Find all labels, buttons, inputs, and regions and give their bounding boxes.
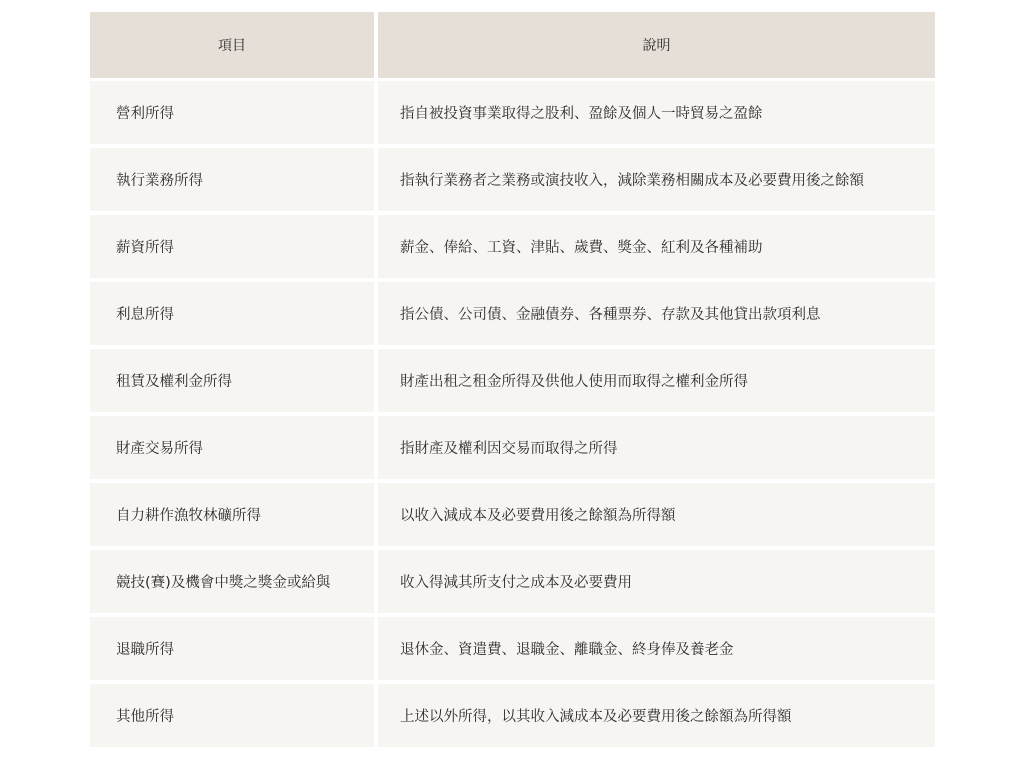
row-item-cell: 競技(賽)及機會中獎之獎金或給與	[90, 550, 378, 617]
table-row	[90, 148, 935, 215]
row-description-cell: 以收入減成本及必要費用後之餘額為所得額	[378, 483, 935, 550]
row-description-cell: 退休金、資遣費、退職金、離職金、終身俸及養老金	[378, 617, 935, 684]
row-item-cell: 退職所得	[90, 617, 378, 684]
table-row	[90, 617, 935, 684]
row-item-cell: 利息所得	[90, 282, 378, 349]
row-description-cell: 指執行業務者之業務或演技收入，減除業務相關成本及必要費用後之餘額	[378, 148, 935, 215]
table-row	[90, 282, 935, 349]
income-table-container	[90, 12, 935, 751]
table-row	[90, 550, 935, 617]
row-description-cell: 薪金、俸給、工資、津貼、歲費、獎金、紅利及各種補助	[378, 215, 935, 282]
row-item-cell: 其他所得	[90, 684, 378, 751]
row-item-cell: 營利所得	[90, 81, 378, 148]
row-item-cell: 執行業務所得	[90, 148, 378, 215]
table-row	[90, 483, 935, 550]
row-description-cell: 上述以外所得，以其收入減成本及必要費用後之餘額為所得額	[378, 684, 935, 751]
table-row	[90, 215, 935, 282]
row-item-cell: 財產交易所得	[90, 416, 378, 483]
row-item-cell: 薪資所得	[90, 215, 378, 282]
table-row	[90, 416, 935, 483]
income-types-table	[90, 12, 935, 751]
column-header-description: 說明	[378, 12, 935, 81]
row-description-cell: 指自被投資事業取得之股利、盈餘及個人一時貿易之盈餘	[378, 81, 935, 148]
row-item-cell: 租賃及權利金所得	[90, 349, 378, 416]
row-item-cell: 自力耕作漁牧林礦所得	[90, 483, 378, 550]
column-header-item: 項目	[90, 12, 378, 81]
row-description-cell: 指公債、公司債、金融債券、各種票券、存款及其他貸出款項利息	[378, 282, 935, 349]
table-row	[90, 81, 935, 148]
table-header-row	[90, 12, 935, 81]
row-description-cell: 財產出租之租金所得及供他人使用而取得之權利金所得	[378, 349, 935, 416]
row-description-cell: 收入得減其所支付之成本及必要費用	[378, 550, 935, 617]
table-row	[90, 684, 935, 751]
row-description-cell: 指財產及權利因交易而取得之所得	[378, 416, 935, 483]
table-row	[90, 349, 935, 416]
